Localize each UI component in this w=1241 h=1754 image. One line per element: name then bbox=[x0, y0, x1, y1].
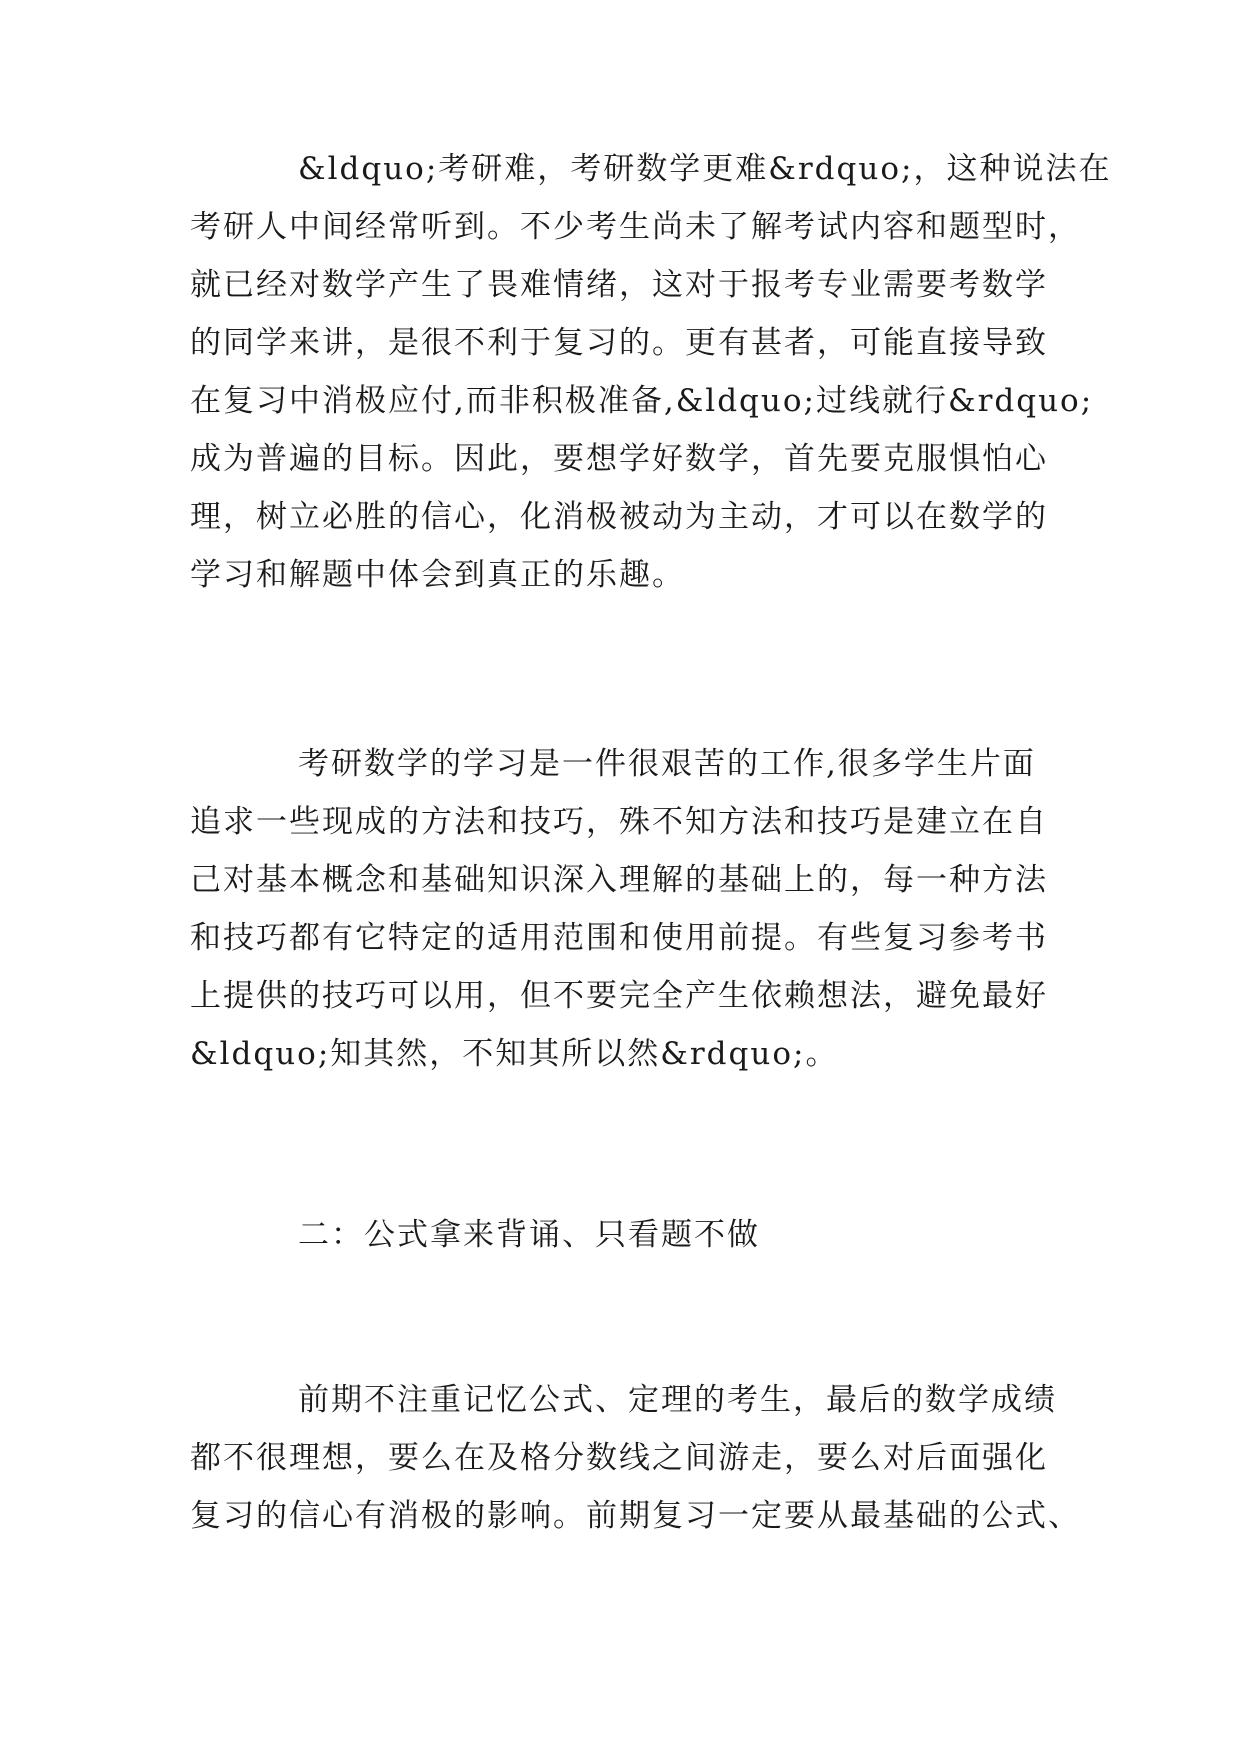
paragraph-line: &ldquo;知其然，不知其所以然&rdquo;。 bbox=[190, 1036, 839, 1072]
paragraph-line: 学习和解题中体会到真正的乐趣。 bbox=[190, 557, 685, 593]
paragraph-line: 考研数学的学习是一件很艰苦的工作,很多学生片面 bbox=[298, 746, 1036, 782]
paragraph-line: 考研人中间经常听到。不少考生尚未了解考试内容和题型时， bbox=[190, 209, 1081, 245]
paragraph-line: 己对基本概念和基础知识深入理解的基础上的，每一种方法 bbox=[190, 862, 1048, 898]
paragraph-line: 和技巧都有它特定的适用范围和使用前提。有些复习参考书 bbox=[190, 920, 1048, 956]
paragraph-line: 前期不注重记忆公式、定理的考生，最后的数学成绩 bbox=[298, 1382, 1057, 1418]
paragraph-line: 理，树立必胜的信心，化消极被动为主动，才可以在数学的 bbox=[190, 499, 1048, 535]
paragraph-line: 成为普遍的目标。因此，要想学好数学，首先要克服惧怕心 bbox=[190, 441, 1048, 477]
paragraph-line: 上提供的技巧可以用，但不要完全产生依赖想法，避免最好 bbox=[190, 978, 1048, 1014]
paragraph-line: 的同学来讲，是很不利于复习的。更有甚者，可能直接导致 bbox=[190, 325, 1048, 361]
paragraph-line: 都不很理想，要么在及格分数线之间游走，要么对后面强化 bbox=[190, 1440, 1048, 1476]
paragraph-line: 复习的信心有消极的影响。前期复习一定要从最基础的公式、 bbox=[190, 1498, 1081, 1534]
section-heading: 二：公式拿来背诵、只看题不做 bbox=[298, 1217, 760, 1253]
paragraph-line: 在复习中消极应付,而非积极准备,&ldquo;过线就行&rdquo; bbox=[190, 383, 1094, 419]
paragraph-line: 追求一些现成的方法和技巧，殊不知方法和技巧是建立在自 bbox=[190, 804, 1048, 840]
paragraph-line: 就已经对数学产生了畏难情绪，这对于报考专业需要考数学 bbox=[190, 267, 1048, 303]
paragraph-line: &ldquo;考研难，考研数学更难&rdquo;，这种说法在 bbox=[298, 151, 1112, 187]
